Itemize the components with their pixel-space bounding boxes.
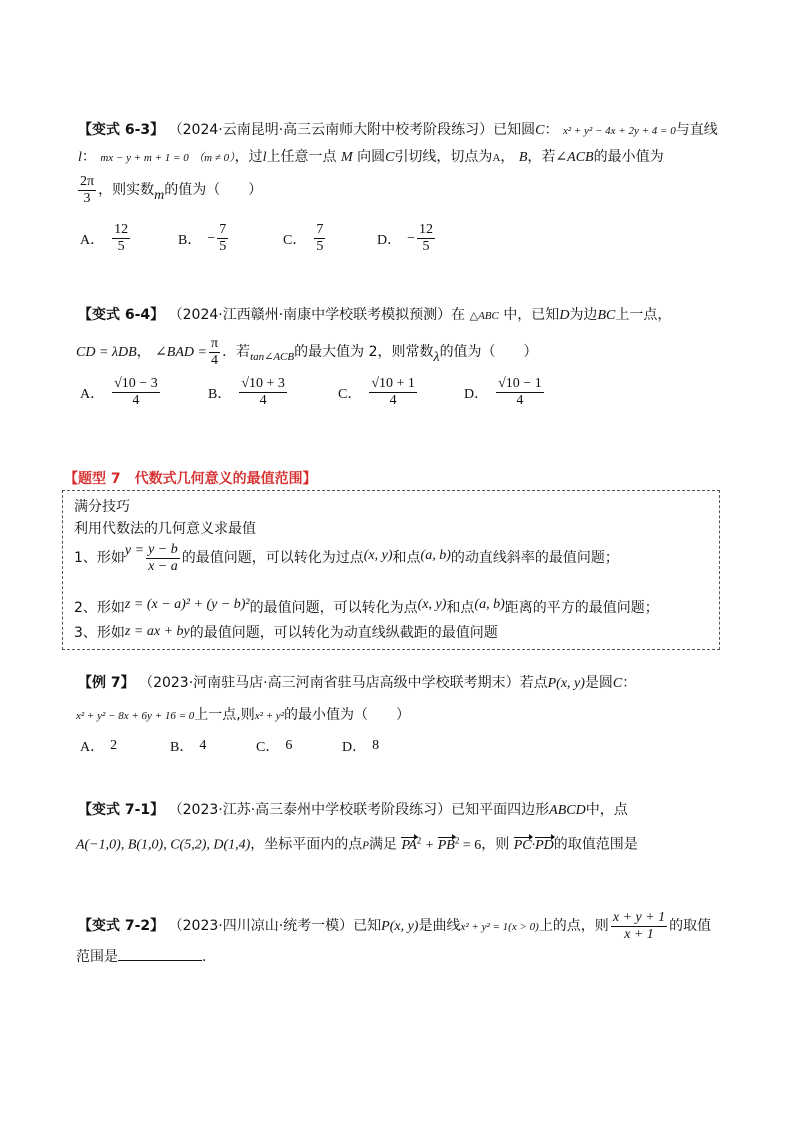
text: 中，已知 xyxy=(503,307,560,323)
circle-name: C xyxy=(535,123,545,138)
point-p: P(x, y) xyxy=(547,676,585,691)
point-d: D xyxy=(559,308,570,323)
colon: ： xyxy=(544,122,559,138)
text: ，则实数 xyxy=(98,182,155,198)
circle-equation: x² + y² − 4x + 2y + 4 = 0 xyxy=(562,125,676,137)
text: ，过 xyxy=(234,149,263,165)
lambda: λ xyxy=(433,350,440,365)
vector-pb: PB xyxy=(438,836,455,856)
line-condition: （m ≠ 0） xyxy=(193,152,235,164)
text: ，若 xyxy=(527,149,556,165)
angle-bad: ∠BAD = xyxy=(155,345,207,360)
circle-name: C xyxy=(612,676,623,691)
side-bc: BC xyxy=(597,308,616,323)
quad-abcd: ABCD xyxy=(549,803,586,818)
option-d[interactable]: D． − $\frac{12}{5}$ xyxy=(377,222,434,254)
point-b: B xyxy=(518,150,528,165)
tips-title: 满分技巧 xyxy=(74,499,130,515)
target-expr: x² + y² xyxy=(254,710,284,722)
curve-equation: x² + y² = 1(x > 0) xyxy=(460,921,539,933)
text: 向圆 xyxy=(357,149,386,165)
problem-tag: 【变式 6-3】 xyxy=(78,122,165,138)
line-name: l xyxy=(262,150,267,165)
problem-6-3-line-3 xyxy=(76,172,262,209)
circle-name: C xyxy=(385,150,395,165)
line-equation: mx − y + m + 1 = 0 xyxy=(100,152,189,164)
text: 为边 xyxy=(569,307,598,323)
tip1-lhs: y = xyxy=(124,543,145,558)
tip3-expr: z = ax + by xyxy=(124,624,190,639)
point-ab: (a, b) xyxy=(420,548,451,563)
text: 的值为（ ） xyxy=(164,182,263,198)
option-d[interactable]: D． 8 xyxy=(342,738,380,755)
point-p: P xyxy=(362,839,370,852)
option-c[interactable]: C． 6 xyxy=(256,738,293,755)
cd-equation: CD = λDB xyxy=(76,345,137,360)
triangle-abc: △ABC xyxy=(469,310,499,322)
option-b[interactable]: B． $\frac{√10 + 3}{4}$ xyxy=(208,376,285,408)
problem-tag: 【变式 7-1】 xyxy=(78,802,165,818)
point-p: P(x, y) xyxy=(381,919,419,934)
problem-tag: 【例 7】 xyxy=(78,675,135,691)
fraction-pi-4: $\frac{\pi}{4}$ xyxy=(210,335,219,368)
vector-pc: PC xyxy=(514,836,532,856)
point-a: A xyxy=(492,152,501,164)
tip-3: 3、形如z = ax + by的最值问题，可以转化为动直线纵截距的最值问题 xyxy=(74,624,498,641)
answer-blank[interactable] xyxy=(118,946,202,961)
point-xy: (x, y) xyxy=(417,597,447,612)
problem-source: （2023·江苏·高三泰州中学校联考阶段练习）已知平面四边形 xyxy=(168,802,550,818)
fraction-2pi-3: $\frac{2\pi}{3}$ xyxy=(80,173,95,206)
example-7-line-1: 【例 7】 （2023·河南驻马店·高三河南省驻马店高级中学校联考期末）若点P(x, y)是圆C： xyxy=(78,675,637,691)
option-c[interactable]: C． $\frac{7}{5}$ xyxy=(283,222,324,254)
target-fraction: $\frac{x + y + 1}{x + 1}$ xyxy=(612,909,666,942)
text: 上任意一点 xyxy=(266,149,337,165)
problem-source: （2023·四川凉山·统考一模）已知 xyxy=(168,918,382,934)
circle-equation: x² + y² − 8x + 6y + 16 = 0 xyxy=(76,710,195,722)
problem-6-4-line-2: CD = λDB， ∠BAD = $\frac{\pi}{4}$ ．若$_{tan\angle ACB}$的最大值为 2，则常数λ的值为（ ） xyxy=(76,335,538,368)
problem-7-1-line-1: 【变式 7-1】 （2023·江苏·高三泰州中学校联考阶段练习）已知平面四边形ABCD中，点 xyxy=(78,802,628,818)
example-7-line-2: x² + y² − 8x + 6y + 16 = 0上一点,则x² + y²的最小值为（ ） xyxy=(76,707,410,723)
tips-intro: 利用代数法的几何意义求最值 xyxy=(74,521,256,537)
tip-2: 2、形如z = (x − a)² + (y − b)²的最值问题，可以转化为点(x, y)和点(a, b)距离的平方的最值问题； xyxy=(74,597,659,616)
text: 的最小值为 xyxy=(593,149,664,165)
var-m: m xyxy=(154,188,165,203)
text: 引切线，切点为 xyxy=(394,149,493,165)
angle-acb: ∠ACB xyxy=(555,150,594,165)
points-abcd: A(−1,0), B(1,0), C(5,2), D(1,4) xyxy=(76,837,251,853)
colon: ： xyxy=(81,149,96,165)
problem-source: （2024·云南昆明·高三云南师大附中校考阶段练习）已知圆 xyxy=(168,122,536,138)
problem-7-2-line-1: 【变式 7-2】 （2023·四川凉山·统考一模）已知P(x, y)是曲线x² + y² = 1(x > 0)上的点，则 $\frac{x + y + 1}{x + 1}$ 的取值 xyxy=(78,909,712,942)
tip-1: 1、形如y = $\frac{y - b}{x - a}$ 的最值问题，可以转化为过点(x, y)和点(a, b)的动直线斜率的最值问题； xyxy=(74,541,619,574)
option-a[interactable]: A． $\frac{√10 - 3}{4}$ xyxy=(80,376,158,408)
problem-7-2-line-2: 范围是 . xyxy=(76,946,206,967)
tip1-fraction: $\frac{y - b}{x - a}$ xyxy=(148,541,178,574)
option-a[interactable]: A． $\frac{12}{5}$ xyxy=(80,222,129,254)
vector-pd: PD xyxy=(535,836,554,856)
problem-source: （2023·河南驻马店·高三河南省驻马店高级中学校联考期末）若点 xyxy=(139,675,548,691)
point-ab: (a, b) xyxy=(474,597,505,612)
text: 的最大值为 2，则常数 xyxy=(294,344,434,360)
tan-acb: tan∠ACB xyxy=(250,351,295,363)
line-name: l xyxy=(78,150,82,165)
problem-tag: 【变式 7-2】 xyxy=(78,918,165,934)
option-b[interactable]: B． − $\frac{7}{5}$ xyxy=(178,222,227,254)
text: 与直线 xyxy=(675,122,718,138)
vector-pa: PA xyxy=(401,836,416,856)
tip2-expr: z = (x − a)² + (y − b)² xyxy=(124,597,250,612)
problem-6-3-line-1 xyxy=(78,120,718,141)
option-b[interactable]: B． 4 xyxy=(170,738,207,755)
problem-6-4-line-1 xyxy=(78,305,671,326)
problem-6-3-line-2: l： mx − y + m + 1 = 0 （m ≠ 0），过l上任意一点 M 向圆C引切线，切点为A， B，若∠ACB的最小值为 xyxy=(78,149,664,165)
point-m: M xyxy=(340,150,353,165)
option-d[interactable]: D． $\frac{√10 - 1}{4}$ xyxy=(464,376,542,408)
text: ．若 xyxy=(222,344,251,360)
problem-source: （2024·江西赣州·南康中学校联考模拟预测）在 xyxy=(168,307,466,323)
problem-7-1-line-2: A(−1,0), B(1,0), C(5,2), D(1,4)，坐标平面内的点P满足 $PA^2 + PB^2 = 6$，则 PC·PD的取值范围是 xyxy=(76,830,638,856)
point-xy: (x, y) xyxy=(363,548,393,563)
problem-tag: 【变式 6-4】 xyxy=(78,307,165,323)
text: 的值为（ ） xyxy=(439,344,538,360)
option-a[interactable]: A． 2 xyxy=(80,738,118,755)
text: 上一点， xyxy=(615,307,672,323)
option-c[interactable]: C． $\frac{√10 + 1}{4}$ xyxy=(338,376,415,408)
section-heading: 【题型 7 代数式几何意义的最值范围】 xyxy=(64,471,317,487)
